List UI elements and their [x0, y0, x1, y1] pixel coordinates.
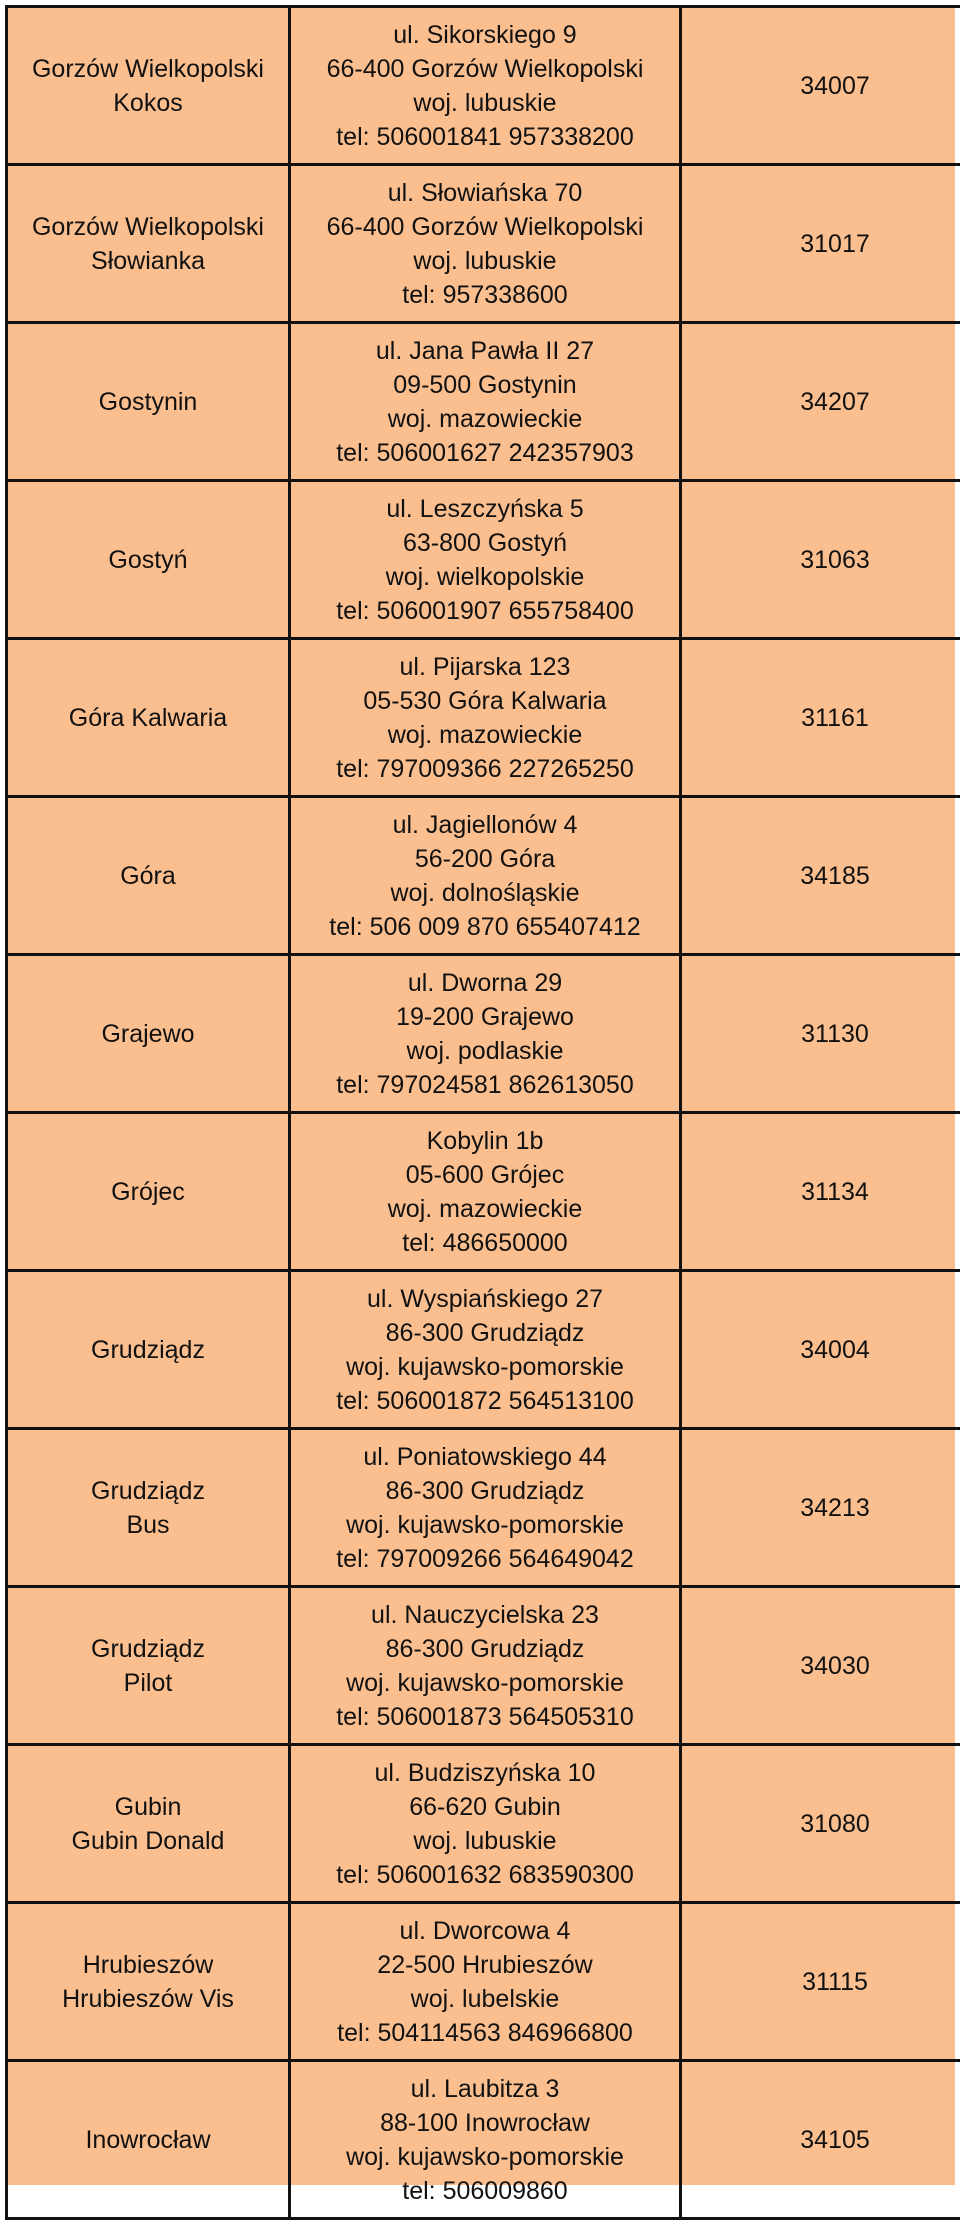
location-name-cell	[7, 797, 290, 955]
table-row	[7, 1587, 960, 1745]
address-line: 86-300 Grudziądz	[295, 1316, 675, 1350]
location-name-line: Gubin Donald	[12, 1824, 284, 1858]
address-line: ul. Sikorskiego 9	[295, 18, 675, 52]
location-name-cell	[7, 2061, 290, 2219]
location-code: 34207	[686, 385, 960, 419]
address-line: woj. mazowieckie	[295, 402, 675, 436]
locations-table	[5, 5, 960, 2220]
location-name-cell	[7, 639, 290, 797]
location-name-line: Grudziądz	[12, 1632, 284, 1666]
address-line: tel: 506001632 683590300	[295, 1858, 675, 1892]
address-line: woj. lubuskie	[295, 86, 675, 120]
address-cell	[290, 1271, 681, 1429]
address-cell	[290, 797, 681, 955]
address-cell	[290, 1903, 681, 2061]
address-line: tel: 506001872 564513100	[295, 1384, 675, 1418]
location-name-line: Inowrocław	[12, 2123, 284, 2157]
address-cell	[290, 323, 681, 481]
location-name-cell	[7, 7, 290, 165]
location-code-cell	[681, 639, 960, 797]
table-row	[7, 2061, 960, 2219]
address-line: woj. kujawsko-pomorskie	[295, 1666, 675, 1700]
table-row	[7, 481, 960, 639]
address-line: tel: 797009366 227265250	[295, 752, 675, 786]
location-name-cell	[7, 1745, 290, 1903]
address-line: ul. Budziszyńska 10	[295, 1756, 675, 1790]
location-name-line: Gorzów Wielkopolski	[12, 52, 284, 86]
location-name-cell	[7, 1587, 290, 1745]
address-line: woj. lubelskie	[295, 1982, 675, 2016]
address-cell	[290, 7, 681, 165]
location-code: 31134	[686, 1175, 960, 1209]
location-code-cell	[681, 1429, 960, 1587]
address-cell	[290, 2061, 681, 2219]
location-name-line: Grudziądz	[12, 1474, 284, 1508]
address-cell	[290, 481, 681, 639]
location-code: 34105	[686, 2123, 960, 2157]
address-line: ul. Laubitza 3	[295, 2072, 675, 2106]
table-row	[7, 797, 960, 955]
location-code: 31115	[686, 1965, 960, 1999]
location-code: 31080	[686, 1807, 960, 1841]
location-name-cell	[7, 955, 290, 1113]
address-line: ul. Wyspiańskiego 27	[295, 1282, 675, 1316]
location-code-cell	[681, 1587, 960, 1745]
location-name-cell	[7, 1903, 290, 2061]
address-line: 88-100 Inowrocław	[295, 2106, 675, 2140]
location-code: 31161	[686, 701, 960, 735]
address-line: woj. podlaskie	[295, 1034, 675, 1068]
address-line: woj. lubuskie	[295, 1824, 675, 1858]
address-line: woj. mazowieckie	[295, 718, 675, 752]
address-line: ul. Leszczyńska 5	[295, 492, 675, 526]
address-cell	[290, 955, 681, 1113]
address-line: tel: 797024581 862613050	[295, 1068, 675, 1102]
address-line: woj. kujawsko-pomorskie	[295, 2140, 675, 2174]
address-line: tel: 506009860	[295, 2174, 675, 2208]
address-line: 86-300 Grudziądz	[295, 1632, 675, 1666]
address-cell	[290, 1587, 681, 1745]
address-line: woj. kujawsko-pomorskie	[295, 1508, 675, 1542]
location-code-cell	[681, 1745, 960, 1903]
address-line: tel: 506001907 655758400	[295, 594, 675, 628]
address-line: 09-500 Gostynin	[295, 368, 675, 402]
address-line: Kobylin 1b	[295, 1124, 675, 1158]
address-cell	[290, 639, 681, 797]
location-code-cell	[681, 165, 960, 323]
location-name-cell	[7, 1271, 290, 1429]
address-line: ul. Jagiellonów 4	[295, 808, 675, 842]
location-code-cell	[681, 1113, 960, 1271]
address-line: ul. Dworcowa 4	[295, 1914, 675, 1948]
document-page	[5, 5, 955, 2185]
address-line: tel: 506001873 564505310	[295, 1700, 675, 1734]
location-name-cell	[7, 1113, 290, 1271]
address-line: tel: 486650000	[295, 1226, 675, 1260]
location-name-line: Gorzów Wielkopolski	[12, 210, 284, 244]
table-row	[7, 955, 960, 1113]
location-name-line: Pilot	[12, 1666, 284, 1700]
table-row	[7, 1113, 960, 1271]
location-name-cell	[7, 165, 290, 323]
table-row	[7, 323, 960, 481]
address-line: ul. Poniatowskiego 44	[295, 1440, 675, 1474]
location-code: 34185	[686, 859, 960, 893]
location-code-cell	[681, 323, 960, 481]
location-name-line: Grójec	[12, 1175, 284, 1209]
address-line: 22-500 Hrubieszów	[295, 1948, 675, 1982]
location-name-cell	[7, 1429, 290, 1587]
address-line: tel: 506001627 242357903	[295, 436, 675, 470]
location-name-line: Grudziądz	[12, 1333, 284, 1367]
table-row	[7, 1745, 960, 1903]
address-line: tel: 957338600	[295, 278, 675, 312]
location-code: 31063	[686, 543, 960, 577]
address-line: ul. Pijarska 123	[295, 650, 675, 684]
address-line: 63-800 Gostyń	[295, 526, 675, 560]
location-code-cell	[681, 955, 960, 1113]
location-code: 34030	[686, 1649, 960, 1683]
location-name-line: Hrubieszów	[12, 1948, 284, 1982]
location-code: 34004	[686, 1333, 960, 1367]
table-row	[7, 1429, 960, 1587]
address-line: 05-600 Grójec	[295, 1158, 675, 1192]
location-code: 34007	[686, 69, 960, 103]
table-row	[7, 639, 960, 797]
address-line: 05-530 Góra Kalwaria	[295, 684, 675, 718]
address-line: 56-200 Góra	[295, 842, 675, 876]
location-code-cell	[681, 7, 960, 165]
address-line: ul. Słowiańska 70	[295, 176, 675, 210]
location-code: 34213	[686, 1491, 960, 1525]
location-name-line: Gubin	[12, 1790, 284, 1824]
address-line: woj. mazowieckie	[295, 1192, 675, 1226]
location-name-line: Bus	[12, 1508, 284, 1542]
location-name-line: Góra	[12, 859, 284, 893]
location-name-cell	[7, 323, 290, 481]
table-row	[7, 7, 960, 165]
address-line: woj. kujawsko-pomorskie	[295, 1350, 675, 1384]
address-line: ul. Jana Pawła II 27	[295, 334, 675, 368]
table-row	[7, 1271, 960, 1429]
address-line: ul. Dworna 29	[295, 966, 675, 1000]
location-code: 31017	[686, 227, 960, 261]
location-name-line: Gostynin	[12, 385, 284, 419]
address-line: tel: 504114563 846966800	[295, 2016, 675, 2050]
address-cell	[290, 165, 681, 323]
address-line: ul. Nauczycielska 23	[295, 1598, 675, 1632]
location-code-cell	[681, 797, 960, 955]
location-code-cell	[681, 1271, 960, 1429]
address-line: 19-200 Grajewo	[295, 1000, 675, 1034]
address-line: woj. dolnośląskie	[295, 876, 675, 910]
location-code-cell	[681, 1903, 960, 2061]
location-name-line: Hrubieszów Vis	[12, 1982, 284, 2016]
table-row	[7, 1903, 960, 2061]
location-name-line: Kokos	[12, 86, 284, 120]
location-name-line: Słowianka	[12, 244, 284, 278]
location-name-line: Grajewo	[12, 1017, 284, 1051]
address-line: 66-400 Gorzów Wielkopolski	[295, 52, 675, 86]
location-name-line: Góra Kalwaria	[12, 701, 284, 735]
location-code-cell	[681, 2061, 960, 2219]
locations-table-body	[7, 7, 960, 2219]
address-line: tel: 506 009 870 655407412	[295, 910, 675, 944]
location-code-cell	[681, 481, 960, 639]
address-line: 66-620 Gubin	[295, 1790, 675, 1824]
address-line: woj. lubuskie	[295, 244, 675, 278]
address-cell	[290, 1745, 681, 1903]
address-line: 66-400 Gorzów Wielkopolski	[295, 210, 675, 244]
address-line: tel: 506001841 957338200	[295, 120, 675, 154]
location-code: 31130	[686, 1017, 960, 1051]
address-line: tel: 797009266 564649042	[295, 1542, 675, 1576]
location-name-cell	[7, 481, 290, 639]
address-line: 86-300 Grudziądz	[295, 1474, 675, 1508]
location-name-line: Gostyń	[12, 543, 284, 577]
address-cell	[290, 1429, 681, 1587]
address-line: woj. wielkopolskie	[295, 560, 675, 594]
address-cell	[290, 1113, 681, 1271]
table-row	[7, 165, 960, 323]
